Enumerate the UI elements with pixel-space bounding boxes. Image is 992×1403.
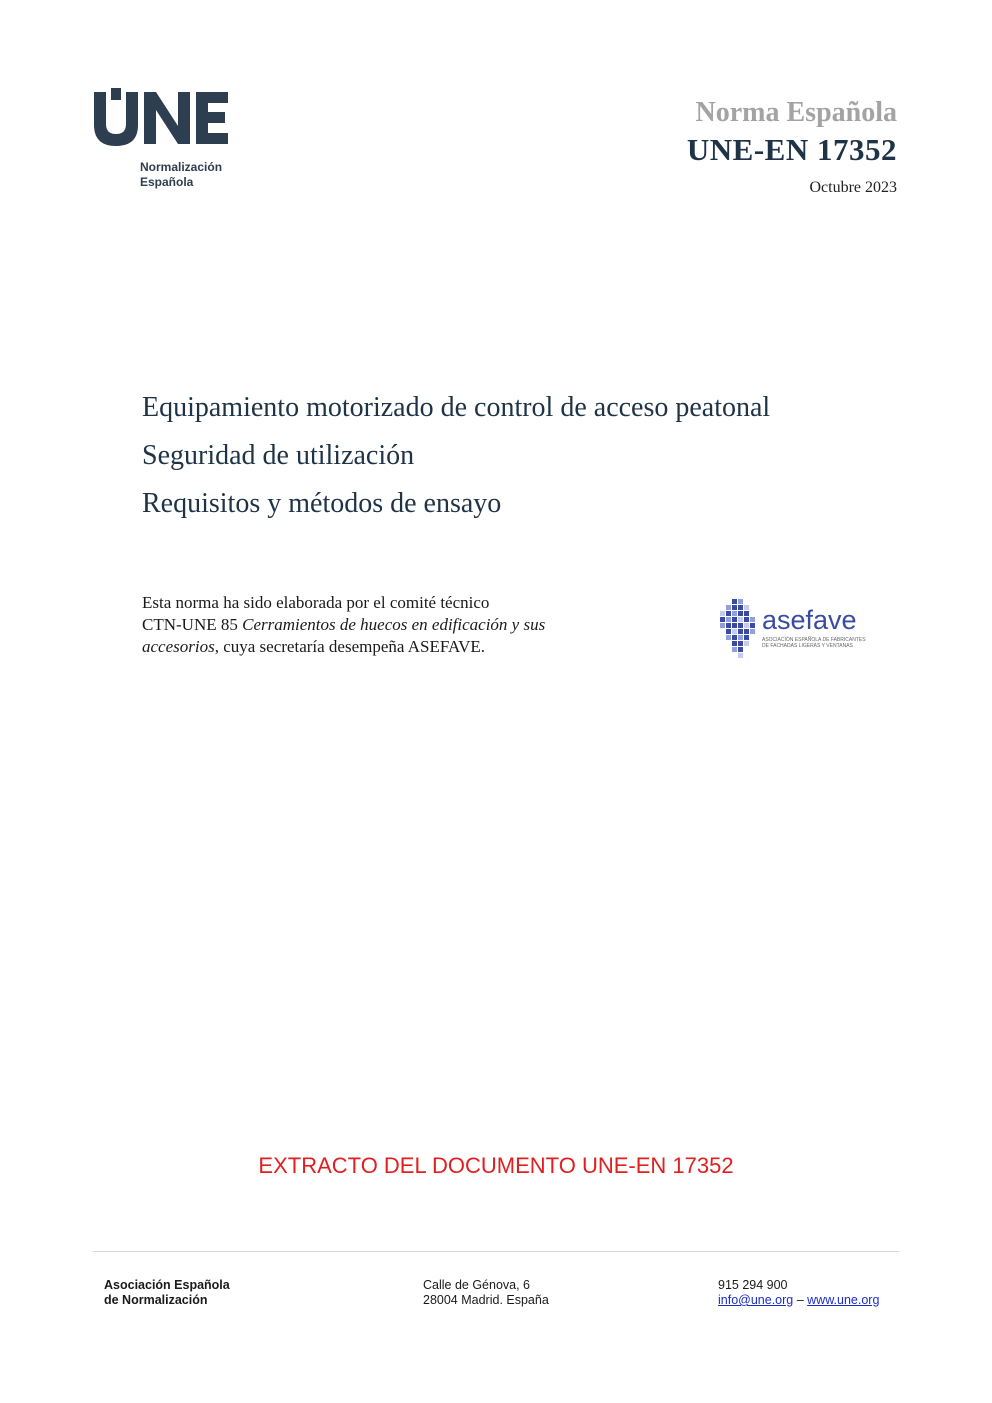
committee-name-part1: Cerramientos de huecos en edificación y sus: [242, 615, 546, 634]
committee-statement: [142, 592, 662, 658]
standard-code: UNE-EN 17352: [686, 132, 897, 167]
asefave-mosaic-icon: [718, 597, 758, 661]
standard-date: Octubre 2023: [809, 179, 897, 196]
footer-links: [718, 1293, 879, 1308]
footer-org-line-1: Asociación Española: [104, 1278, 230, 1292]
committee-line-1: Esta norma ha sido elaborada por el comité técnico: [142, 593, 490, 612]
footer-phone: 915 294 900: [718, 1278, 788, 1292]
une-wordmark-logo: [92, 88, 232, 146]
footer-address-line-1: Calle de Génova, 6: [423, 1278, 531, 1292]
committee-line-2: [142, 614, 662, 636]
title-sub-2: Requisitos y métodos de ensayo: [142, 488, 502, 519]
une-logo: [92, 88, 242, 198]
footer-organization: [104, 1278, 230, 1308]
footer-link-separator: –: [793, 1293, 808, 1307]
footer-contact: [718, 1278, 879, 1308]
asefave-tagline: ASOCIACIÓN ESPAÑOLA DE FABRICANTES DE FACHADAS LIGERAS Y VENTANAS: [762, 637, 866, 649]
committee-name-part2: accesorios: [142, 637, 215, 656]
website-link[interactable]: www.une.org: [807, 1293, 880, 1307]
standard-titles: [142, 384, 770, 528]
committee-code: CTN-UNE 85: [142, 615, 243, 634]
committee-line-3: [142, 636, 662, 658]
footer-org-line-2: de Normalización: [104, 1293, 208, 1307]
standard-header: [687, 96, 897, 198]
une-logo-subtitle-line1: Normalización: [140, 160, 223, 174]
footer-address: [423, 1278, 549, 1308]
title-main: Equipamiento motorizado de control de acceso peatonal: [142, 392, 771, 423]
extract-banner: EXTRACTO DEL DOCUMENTO UNE-EN 17352: [258, 1153, 734, 1178]
email-link[interactable]: info@une.org: [718, 1293, 794, 1307]
asefave-name: asefave: [762, 605, 857, 635]
footer-divider: [93, 1251, 899, 1252]
une-logo-subtitle-line2: Española: [140, 175, 194, 189]
asefave-logo: [718, 597, 868, 661]
title-sub-1: Seguridad de utilización: [142, 440, 415, 471]
standard-kind: Norma Española: [695, 97, 897, 128]
une-logo-subtitle: [140, 160, 222, 190]
footer-address-line-2: 28004 Madrid. España: [423, 1293, 549, 1307]
committee-tail: , cuya secretaría desempeña ASEFAVE.: [214, 637, 486, 656]
